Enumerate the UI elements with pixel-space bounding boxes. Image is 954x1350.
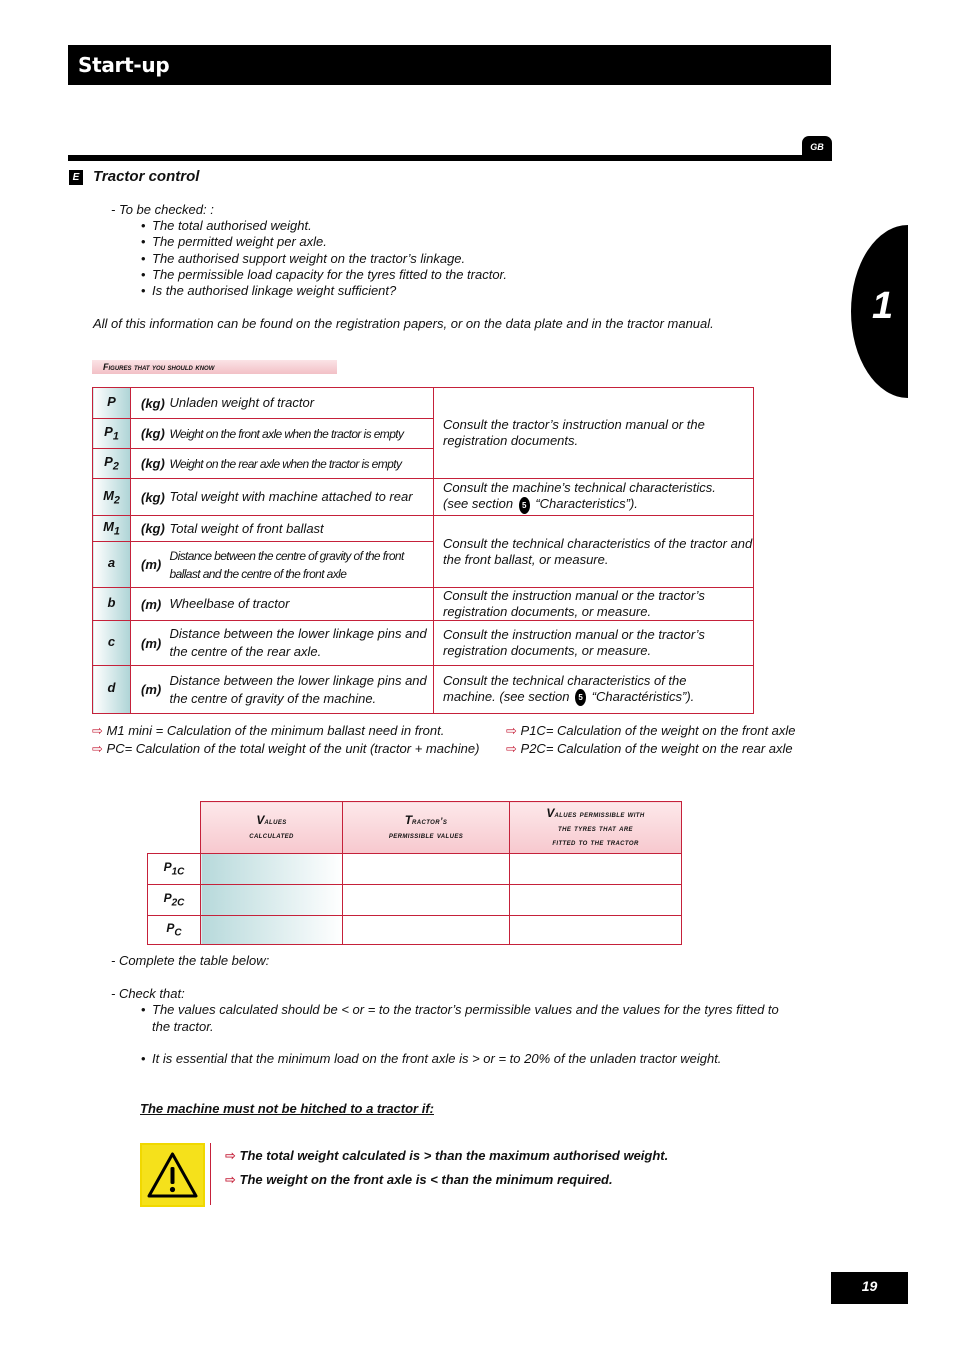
info-line: All of this information can be found on the registration papers, or on the data plate and in the tractor manual. [93,316,714,331]
arrow-right-icon: ⇨ [225,1148,236,1163]
check-item: • The permitted weight per axle. [152,234,327,249]
column-header-values-calculated: Values calculated [201,802,343,854]
value-cell[interactable] [343,916,510,945]
table-row [93,388,754,419]
table-row [93,588,754,621]
table-header-row [148,802,682,854]
unit-cell: (m) [131,542,166,588]
column-header-tyres-permissible: Values permissible with the tyres that are fitted to the tractor [510,802,682,854]
chapter-number: 1 [872,285,894,327]
symbol-cell: P [93,388,131,419]
warning-icon [140,1143,205,1207]
value-cell[interactable] [201,916,343,945]
value-cell[interactable] [343,885,510,916]
page-number: 19 [831,1272,908,1304]
source-cell: Consult the instruction manual or the tractor’s registration documents, or measure. [434,588,754,621]
column-header-tractor-permissible: Tractor’s permissible values [343,802,510,854]
arrow-right-icon: ⇨ [92,723,103,738]
warning-divider [210,1143,211,1205]
figures-label: Figures that you should know [92,360,337,374]
table-row [148,854,682,885]
symbol-cell: d [93,666,131,714]
legend-m1: ⇨ M1 mini = Calculation of the minimum ballast need in front. [92,723,445,738]
calculation-table [147,801,682,945]
empty-corner-cell [148,802,201,854]
unit-cell: (m) [131,666,166,714]
row-header: $P_{1C}$ [148,854,201,885]
symbol-cell: a [93,542,131,588]
description-cell: Distance between the lower linkage pins and the centre of the rear axle. [166,621,434,666]
symbol-cell: $M_1$ [93,516,131,542]
symbol-cell: $P_1$ [93,419,131,449]
description-cell: Weight on the rear axle when the tractor is empty [166,449,434,479]
section-letter: E [69,170,83,185]
language-tab: GB [802,136,832,161]
section-rule [68,155,831,161]
symbol-cell: c [93,621,131,666]
unit-cell: (kg) [131,449,166,479]
table-row [93,666,754,714]
source-cell: Consult the technical characteristics of the machine. (see section 5 “Charactéristics”). [434,666,754,714]
value-cell[interactable] [510,885,682,916]
table-row [148,885,682,916]
unit-cell: (m) [131,621,166,666]
source-cell: Consult the machine’s technical characteristics. (see section 5 “Characteristics”). [434,479,754,516]
description-cell: Distance between the centre of gravity of the front ballast and the centre of the front axle [166,542,434,588]
value-cell[interactable] [343,854,510,885]
arrow-right-icon: ⇨ [506,723,517,738]
source-cell: Consult the technical characteristics of the tractor and the front ballast, or measure. [434,516,754,588]
symbol-cell: $M_2$ [93,479,131,516]
description-cell: Total weight of front ballast [166,516,434,542]
value-cell[interactable] [510,854,682,885]
arrow-right-icon: ⇨ [506,741,517,756]
warning-item: ⇨ The weight on the front axle is < than the minimum required. [225,1172,613,1187]
table-row [93,479,754,516]
section-ref-badge: 5 [519,497,530,514]
unit-cell: (kg) [131,388,166,419]
legend-pc: ⇨ PC= Calculation of the total weight of the unit (tractor + machine) [92,741,480,756]
row-header: $P_{2C}$ [148,885,201,916]
arrow-right-icon: ⇨ [225,1172,236,1187]
description-cell: Unladen weight of tractor [166,388,434,419]
value-cell[interactable] [201,885,343,916]
symbol-cell: b [93,588,131,621]
source-cell: Consult the tractor’s instruction manual or the registration documents. [434,388,754,479]
description-cell: Distance between the lower linkage pins and the centre of gravity of the machine. [166,666,434,714]
legend-p2c: ⇨ P2C= Calculation of the weight on the rear axle [506,741,793,756]
symbol-cell: $P_2$ [93,449,131,479]
header-bar [68,45,831,85]
arrow-right-icon: ⇨ [92,741,103,756]
unit-cell: (kg) [131,479,166,516]
section-ref-badge: 5 [575,689,586,706]
check-that-item-cont: the tractor. [152,1019,214,1034]
legend-p1c: ⇨ P1C= Calculation of the weight on the front axle [506,723,796,738]
complete-line: - Complete the table below: [111,953,270,968]
section-title: Tractor control [93,168,200,185]
check-that-item: • It is essential that the minimum load on the front axle is > or = to 20% of the unladen tractor weight. [152,1051,721,1066]
value-cell[interactable] [201,854,343,885]
warning-heading: The machine must not be hitched to a tractor if: [140,1101,434,1116]
unit-cell: (kg) [131,419,166,449]
figures-table [92,387,754,714]
row-header: $P_C$ [148,916,201,945]
source-cell: Consult the instruction manual or the tractor’s registration documents, or measure. [434,621,754,666]
check-intro: - To be checked: : [111,202,214,217]
description-cell: Total weight with machine attached to rear [166,479,434,516]
table-row [93,516,754,542]
check-item: • Is the authorised linkage weight sufficient? [152,283,396,298]
description-cell: Weight on the front axle when the tractor is empty [166,419,434,449]
warning-item: ⇨ The total weight calculated is > than the maximum authorised weight. [225,1148,669,1163]
value-cell[interactable] [510,916,682,945]
check-item: • The total authorised weight. [152,218,312,233]
table-row [93,621,754,666]
check-item: • The permissible load capacity for the tyres fitted to the tractor. [152,267,507,282]
table-row [148,916,682,945]
description-cell: Wheelbase of tractor [166,588,434,621]
check-item: • The authorised support weight on the tractor’s linkage. [152,251,465,266]
page-title: Start-up [78,53,170,77]
check-that-item: • The values calculated should be < or = to the tractor’s permissible values and the values for the tyres fitted to [152,1002,779,1017]
unit-cell: (kg) [131,516,166,542]
check-that: - Check that: [111,986,185,1001]
unit-cell: (m) [131,588,166,621]
